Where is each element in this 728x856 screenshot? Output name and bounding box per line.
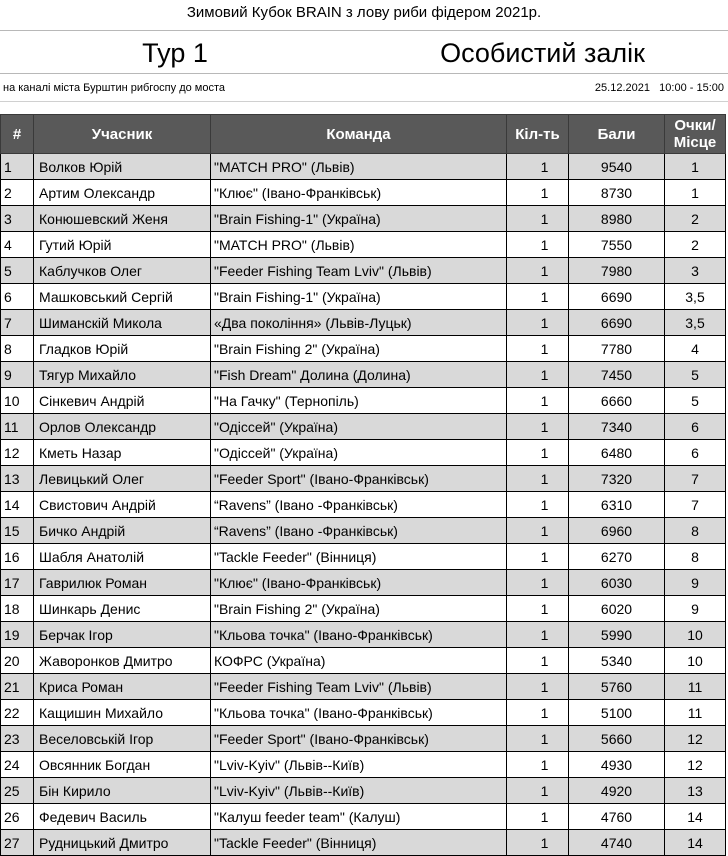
points-value: 4760 <box>569 804 665 830</box>
points-value: 6030 <box>569 570 665 596</box>
fish-count: 1 <box>507 206 569 232</box>
participant-name: Конюшевский Женя <box>34 206 211 232</box>
row-number: 5 <box>1 258 34 284</box>
participant-name: Сінкевич Андрій <box>34 388 211 414</box>
venue-text: на каналі міста Бурштин рибгоспу до моста <box>3 82 226 94</box>
table-row <box>1 206 726 232</box>
participant-name: Берчак Ігор <box>34 622 211 648</box>
row-number: 25 <box>1 778 34 804</box>
table-row <box>1 180 726 206</box>
place-value: 2 <box>665 206 726 232</box>
points-value: 6690 <box>569 310 665 336</box>
fish-count: 1 <box>507 830 569 856</box>
participant-name: Веселовській Ігор <box>34 726 211 752</box>
row-number: 24 <box>1 752 34 778</box>
team-name: "Кльова точка" (Івано-Франківськ) <box>211 622 507 648</box>
place-value: 2 <box>665 232 726 258</box>
fish-count: 1 <box>507 310 569 336</box>
fish-count: 1 <box>507 180 569 206</box>
row-number: 26 <box>1 804 34 830</box>
row-number: 17 <box>1 570 34 596</box>
place-value: 3,5 <box>665 310 726 336</box>
fish-count: 1 <box>507 544 569 570</box>
place-value: 6 <box>665 414 726 440</box>
col-header-place <box>665 115 726 154</box>
standing-label: Особистий залік <box>440 38 645 68</box>
info-row <box>0 74 728 102</box>
place-value: 11 <box>665 674 726 700</box>
place-value: 3 <box>665 258 726 284</box>
fish-count: 1 <box>507 700 569 726</box>
team-name: “Ravens” (Івано -Франківськ) <box>211 492 507 518</box>
participant-name: Рудницький Дмитро <box>34 830 211 856</box>
col-header-participant: Учасник <box>34 115 211 154</box>
row-number: 18 <box>1 596 34 622</box>
col-header-num: # <box>1 115 34 154</box>
place-value: 14 <box>665 830 726 856</box>
row-number: 10 <box>1 388 34 414</box>
fish-count: 1 <box>507 622 569 648</box>
place-value: 12 <box>665 752 726 778</box>
table-row <box>1 414 726 440</box>
round-label: Тур 1 <box>142 38 208 68</box>
table-row <box>1 622 726 648</box>
row-number: 15 <box>1 518 34 544</box>
team-name: "Feeder Sport" (Івано-Франківськ) <box>211 726 507 752</box>
points-value: 5660 <box>569 726 665 752</box>
table-row <box>1 492 726 518</box>
points-value: 4740 <box>569 830 665 856</box>
table-row <box>1 388 726 414</box>
table-row <box>1 466 726 492</box>
participant-name: Каблучков Олег <box>34 258 211 284</box>
points-value: 6270 <box>569 544 665 570</box>
team-name: "Tackle Feeder" (Вінниця) <box>211 830 507 856</box>
col-header-count: Кіл-ть <box>507 115 569 154</box>
fish-count: 1 <box>507 752 569 778</box>
participant-name: Федевич Василь <box>34 804 211 830</box>
participant-name: Свистович Андрій <box>34 492 211 518</box>
team-name: "Одіссей" (Україна) <box>211 440 507 466</box>
table-row <box>1 648 726 674</box>
fish-count: 1 <box>507 648 569 674</box>
participant-name: Тягур Михайло <box>34 362 211 388</box>
participant-name: Артим Олександр <box>34 180 211 206</box>
datetime <box>595 82 724 94</box>
points-value: 8980 <box>569 206 665 232</box>
row-number: 1 <box>1 154 34 180</box>
points-value: 7340 <box>569 414 665 440</box>
results-table <box>0 114 726 856</box>
table-row <box>1 674 726 700</box>
place-value: 7 <box>665 492 726 518</box>
points-value: 6690 <box>569 284 665 310</box>
fish-count: 1 <box>507 674 569 700</box>
team-name: "Кльова точка" (Івано-Франківськ) <box>211 700 507 726</box>
row-number: 22 <box>1 700 34 726</box>
place-value: 1 <box>665 180 726 206</box>
fish-count: 1 <box>507 362 569 388</box>
place-value: 10 <box>665 648 726 674</box>
team-name: КОФРС (Україна) <box>211 648 507 674</box>
table-row <box>1 752 726 778</box>
points-value: 7980 <box>569 258 665 284</box>
place-value: 9 <box>665 596 726 622</box>
fish-count: 1 <box>507 570 569 596</box>
competition-title: Зимовий Кубок BRAIN з лову риби фідером 2021р. <box>186 4 542 21</box>
team-name: “Ravens” (Івано -Франківськ) <box>211 518 507 544</box>
fish-count: 1 <box>507 154 569 180</box>
row-number: 23 <box>1 726 34 752</box>
place-value: 1 <box>665 154 726 180</box>
row-number: 4 <box>1 232 34 258</box>
time-text: 10:00 - 15:00 <box>659 82 724 94</box>
points-value: 7320 <box>569 466 665 492</box>
fish-count: 1 <box>507 284 569 310</box>
table-row <box>1 336 726 362</box>
row-number: 27 <box>1 830 34 856</box>
place-value: 3,5 <box>665 284 726 310</box>
place-value: 10 <box>665 622 726 648</box>
team-name: "Клює" (Івано-Франківськ) <box>211 180 507 206</box>
table-row <box>1 362 726 388</box>
participant-name: Криса Роман <box>34 674 211 700</box>
date-text: 25.12.2021 <box>594 82 650 94</box>
row-number: 6 <box>1 284 34 310</box>
row-number: 12 <box>1 440 34 466</box>
row-number: 19 <box>1 622 34 648</box>
fish-count: 1 <box>507 440 569 466</box>
place-value: 9 <box>665 570 726 596</box>
team-name: "MATCH PRO" (Львів) <box>211 232 507 258</box>
team-name: "Клює" (Івано-Франківськ) <box>211 570 507 596</box>
row-number: 20 <box>1 648 34 674</box>
fish-count: 1 <box>507 466 569 492</box>
participant-name: Шинкарь Денис <box>34 596 211 622</box>
participant-name: Шабля Анатолій <box>34 544 211 570</box>
participant-name: Гладков Юрій <box>34 336 211 362</box>
table-row <box>1 596 726 622</box>
row-number: 9 <box>1 362 34 388</box>
place-value: 14 <box>665 804 726 830</box>
team-name: "Калуш feeder team" (Калуш) <box>211 804 507 830</box>
participant-name: Волков Юрій <box>34 154 211 180</box>
fish-count: 1 <box>507 258 569 284</box>
team-name: "Brain Fishing-1" (Україна) <box>211 284 507 310</box>
row-number: 21 <box>1 674 34 700</box>
points-value: 9540 <box>569 154 665 180</box>
fish-count: 1 <box>507 414 569 440</box>
team-name: "Brain Fishing 2" (Україна) <box>211 596 507 622</box>
points-value: 5100 <box>569 700 665 726</box>
table-row <box>1 258 726 284</box>
points-value: 4930 <box>569 752 665 778</box>
place-value: 7 <box>665 466 726 492</box>
team-name: "Brain Fishing-1" (Україна) <box>211 206 507 232</box>
team-name: "Brain Fishing 2" (Україна) <box>211 336 507 362</box>
table-header-row <box>1 115 726 154</box>
place-value: 6 <box>665 440 726 466</box>
participant-name: Гаврилюк Роман <box>34 570 211 596</box>
place-value: 12 <box>665 726 726 752</box>
fish-count: 1 <box>507 596 569 622</box>
points-value: 6960 <box>569 518 665 544</box>
place-value: 4 <box>665 336 726 362</box>
row-number: 16 <box>1 544 34 570</box>
fish-count: 1 <box>507 518 569 544</box>
row-number: 8 <box>1 336 34 362</box>
fish-count: 1 <box>507 388 569 414</box>
points-value: 6310 <box>569 492 665 518</box>
fish-count: 1 <box>507 804 569 830</box>
team-name: "Tackle Feeder" (Вінниця) <box>211 544 507 570</box>
points-value: 7780 <box>569 336 665 362</box>
table-row <box>1 830 726 856</box>
col-header-place-line1: Очки/ <box>674 117 716 134</box>
table-row <box>1 518 726 544</box>
team-name: "Одіссей" (Україна) <box>211 414 507 440</box>
row-number: 14 <box>1 492 34 518</box>
col-header-place-line2: Місце <box>673 134 717 151</box>
row-number: 11 <box>1 414 34 440</box>
place-value: 13 <box>665 778 726 804</box>
participant-name: Кметь Назар <box>34 440 211 466</box>
place-value: 5 <box>665 362 726 388</box>
points-value: 5760 <box>569 674 665 700</box>
table-row <box>1 778 726 804</box>
col-header-team: Команда <box>211 115 507 154</box>
row-number: 2 <box>1 180 34 206</box>
table-row <box>1 544 726 570</box>
table-row <box>1 310 726 336</box>
team-name: "Lviv-Kyiv" (Львів--Київ) <box>211 778 507 804</box>
points-value: 7450 <box>569 362 665 388</box>
team-name: "Feeder Sport" (Івано-Франківськ) <box>211 466 507 492</box>
points-value: 7550 <box>569 232 665 258</box>
participant-name: Жаворонков Дмитро <box>34 648 211 674</box>
row-number: 3 <box>1 206 34 232</box>
fish-count: 1 <box>507 726 569 752</box>
table-row <box>1 284 726 310</box>
row-number: 7 <box>1 310 34 336</box>
participant-name: Бичко Андрій <box>34 518 211 544</box>
participant-name: Орлов Олександр <box>34 414 211 440</box>
participant-name: Шиманскій Микола <box>34 310 211 336</box>
team-name: «Два покоління» (Львів-Луцьк) <box>211 310 507 336</box>
participant-name: Левицький Олег <box>34 466 211 492</box>
participant-name: Машковський Сергій <box>34 284 211 310</box>
team-name: "MATCH PRO" (Львів) <box>211 154 507 180</box>
col-header-points: Бали <box>569 115 665 154</box>
table-row <box>1 232 726 258</box>
participant-name: Гутий Юрій <box>34 232 211 258</box>
points-value: 5340 <box>569 648 665 674</box>
place-value: 11 <box>665 700 726 726</box>
team-name: "Feeder Fishing Team Lviv" (Львів) <box>211 258 507 284</box>
subtitle-row <box>0 30 728 74</box>
table-body <box>1 154 726 856</box>
participant-name: Кащишин Михайло <box>34 700 211 726</box>
table-row <box>1 154 726 180</box>
participant-name: Овсянник Богдан <box>34 752 211 778</box>
table-row <box>1 700 726 726</box>
points-value: 5990 <box>569 622 665 648</box>
row-number: 13 <box>1 466 34 492</box>
place-value: 8 <box>665 544 726 570</box>
fish-count: 1 <box>507 778 569 804</box>
points-value: 6660 <box>569 388 665 414</box>
place-value: 5 <box>665 388 726 414</box>
table-row <box>1 440 726 466</box>
table-row <box>1 726 726 752</box>
team-name: "Lviv-Kyiv" (Львів--Київ) <box>211 752 507 778</box>
points-value: 6480 <box>569 440 665 466</box>
points-value: 6020 <box>569 596 665 622</box>
team-name: "На Гачку" (Тернопіль) <box>211 388 507 414</box>
team-name: "Fish Dream" Долина (Долина) <box>211 362 507 388</box>
fish-count: 1 <box>507 336 569 362</box>
table-row <box>1 804 726 830</box>
fish-count: 1 <box>507 232 569 258</box>
points-value: 4920 <box>569 778 665 804</box>
fish-count: 1 <box>507 492 569 518</box>
place-value: 8 <box>665 518 726 544</box>
points-value: 8730 <box>569 180 665 206</box>
participant-name: Бін Кирило <box>34 778 211 804</box>
team-name: "Feeder Fishing Team Lviv" (Львів) <box>211 674 507 700</box>
table-row <box>1 570 726 596</box>
